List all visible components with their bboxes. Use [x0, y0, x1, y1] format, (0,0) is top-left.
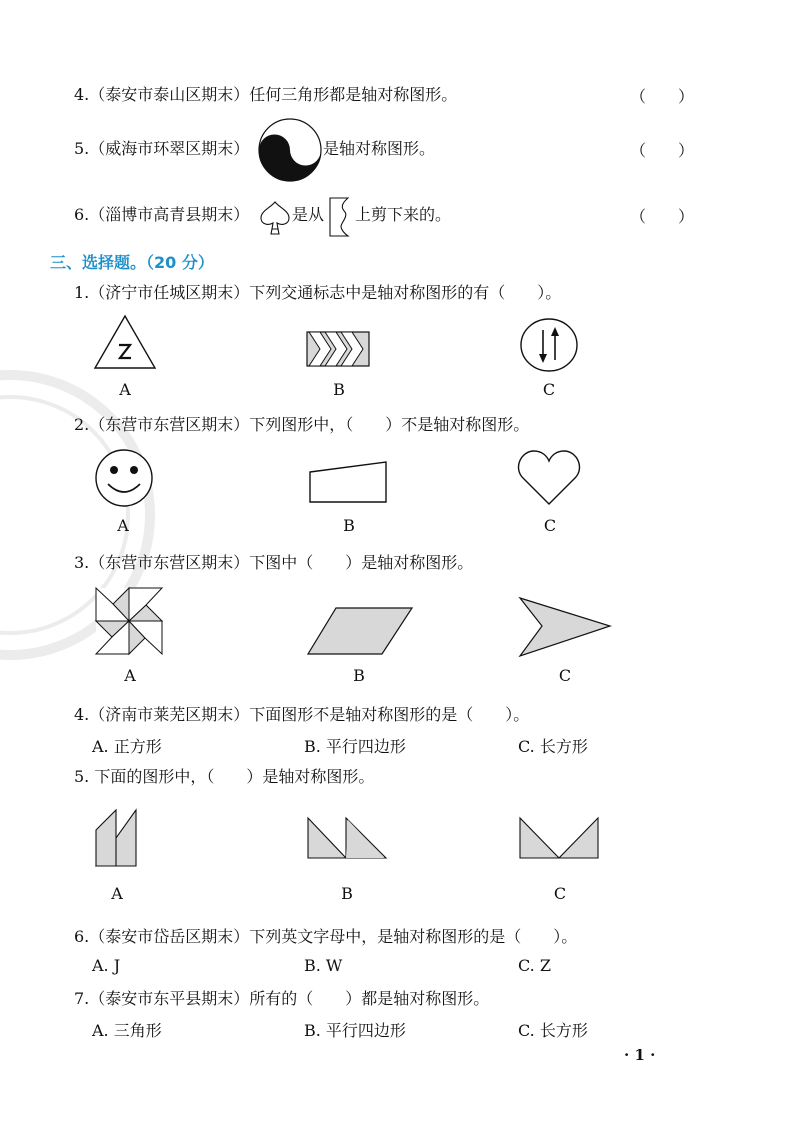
two-way-arrow-sign-icon	[520, 318, 580, 374]
option-b[interactable]: B. W	[304, 956, 343, 975]
judge-item-6-suffix: 上剪下来的。	[355, 205, 452, 224]
page-number: · 1 ·	[624, 1046, 656, 1064]
judge-item-5-suffix: 是轴对称图形。	[323, 139, 436, 158]
option-label-a[interactable]: A	[117, 516, 129, 535]
question-3: 3.（东营市东营区期末）下图中（ ）是轴对称图形。	[74, 553, 474, 572]
chevron-sign-icon	[306, 331, 370, 367]
question-7: 7.（泰安市东平县期末）所有的（ ）都是轴对称图形。	[74, 989, 490, 1008]
answer-paren-5[interactable]: （ ）	[630, 141, 695, 160]
option-label-b[interactable]: B	[341, 884, 353, 903]
two-right-triangles-icon	[306, 816, 388, 860]
option-c[interactable]: C. 长方形	[518, 737, 588, 756]
arrowhead-shape-icon	[518, 596, 612, 658]
option-a[interactable]: A. 三角形	[92, 1021, 162, 1040]
answer-paren-4[interactable]: （ ）	[630, 87, 695, 106]
v-shape-triangles-icon	[518, 816, 600, 860]
option-label-b[interactable]: B	[353, 666, 365, 685]
smiley-face-icon	[94, 448, 154, 508]
yin-yang-icon	[258, 118, 322, 182]
answer-paren-6[interactable]: （ ）	[630, 207, 695, 226]
judge-item-4: 4.（泰安市泰山区期末）任何三角形都是轴对称图形。	[74, 85, 458, 104]
spade-cutout-icon	[258, 198, 292, 238]
option-label-a[interactable]: A	[119, 380, 131, 399]
stacked-triangles-icon	[94, 808, 138, 868]
pinwheel-icon	[94, 586, 166, 658]
folded-paper-half-icon	[328, 196, 352, 238]
option-label-b[interactable]: B	[343, 516, 355, 535]
trapezoid-icon	[306, 460, 388, 506]
option-b[interactable]: B. 平行四边形	[304, 737, 406, 756]
parallelogram-icon	[306, 606, 414, 656]
option-c[interactable]: C. Z	[518, 956, 551, 975]
judge-item-5-prefix: 5.（威海市环翠区期末）	[74, 139, 250, 158]
option-label-a[interactable]: A	[111, 884, 123, 903]
option-label-c[interactable]: C	[558, 666, 572, 685]
heart-icon	[517, 448, 581, 508]
option-label-c[interactable]: C	[543, 516, 557, 535]
option-b[interactable]: B. 平行四边形	[304, 1021, 406, 1040]
option-a[interactable]: A. J	[92, 956, 121, 975]
question-6: 6.（泰安市岱岳区期末）下列英文字母中，是轴对称图形的是（ ）。	[74, 927, 578, 946]
option-a[interactable]: A. 正方形	[92, 737, 162, 756]
question-2: 2.（东营市东营区期末）下列图形中，（ ）不是轴对称图形。	[74, 415, 530, 434]
question-1: 1.（济宁市任城区期末）下列交通标志中是轴对称图形的有（ ）。	[74, 283, 562, 302]
triangle-z-sign-icon	[94, 314, 158, 370]
judge-item-6-prefix: 6.（淄博市高青县期末）	[74, 205, 250, 224]
question-5: 5. 下面的图形中，（ ）是轴对称图形。	[74, 767, 375, 786]
option-c[interactable]: C. 长方形	[518, 1021, 588, 1040]
judge-item-6-mid: 是从	[292, 205, 325, 224]
question-4: 4.（济南市莱芜区期末）下面图形不是轴对称图形的是（ ）。	[74, 705, 530, 724]
option-label-c[interactable]: C	[553, 884, 567, 903]
section-title: 三、选择题。（20 分）	[50, 253, 214, 272]
option-label-c[interactable]: C	[542, 380, 556, 399]
option-label-b[interactable]: B	[333, 380, 345, 399]
option-label-a[interactable]: A	[124, 666, 136, 685]
